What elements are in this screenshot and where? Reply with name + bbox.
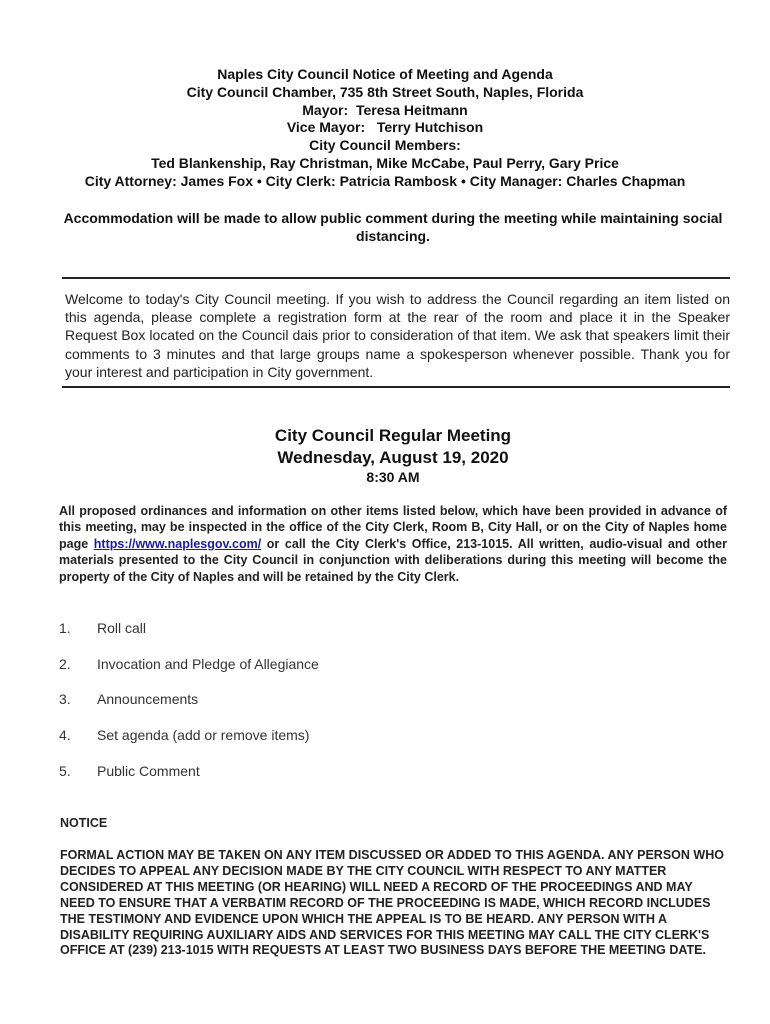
naplesgov-link[interactable]: https://www.naplesgov.com/ [93, 536, 262, 551]
header-location: City Council Chamber, 735 8th Street South, Naples, Florida [186, 83, 584, 100]
header-title: Naples City Council Notice of Meeting and Agenda [217, 66, 553, 82]
proposed-text-start: All proposed ordinances and information on other items listed below, which have been provided in advance of this meeting, may be inspected in the office of the City Clerk, Room B, City Hall, or on the City of Naples home page [59, 504, 727, 551]
agenda-item-number: 2. [59, 656, 71, 672]
agenda-item-label: Roll call [97, 620, 147, 636]
agenda-item [59, 690, 659, 708]
agenda-item-number: 3. [59, 691, 71, 707]
bottom-divider [62, 386, 730, 388]
agenda-item-number: 5. [59, 763, 71, 779]
welcome-paragraph: Welcome to today's City Council meeting. If you wish to address the Council regarding an item listed on this agenda, please complete a registration form at the rear of the room and place it in the Speaker Request Box located on the Council dais prior to consideration of that item. We ask that speakers limit their comments to 3 minutes and that large groups name a spokesperson whenever possible. Thank you for your interest and participation in City government. [65, 291, 730, 380]
meeting-title: City Council Regular Meeting [274, 426, 512, 445]
agenda-item-label: Announcements [97, 691, 199, 707]
agenda-item [59, 619, 659, 637]
top-divider [62, 277, 730, 279]
agenda-header [40, 66, 730, 191]
meeting-heading [40, 425, 746, 469]
agenda-item-label: Invocation and Pledge of Allegiance [97, 656, 319, 672]
meeting-date: Wednesday, August 19, 2020 [277, 448, 509, 467]
agenda-item [59, 655, 659, 673]
header-mayor: Mayor: Teresa Heitmann [302, 101, 468, 118]
agenda-item-number: 1. [59, 620, 71, 636]
agenda-item-label: Public Comment [97, 763, 200, 779]
notice-title: NOTICE [60, 816, 108, 830]
agenda-item [59, 762, 659, 780]
agenda-item [59, 726, 659, 744]
notice-body: FORMAL ACTION MAY BE TAKEN ON ANY ITEM DISCUSSED OR ADDED TO THIS AGENDA. ANY PERSON WHO DECIDES TO APPEAL ANY DECISION MADE BY THE CITY COUNCIL WITH RESPECT TO ANY MATTER CONSIDERED AT THIS MEETING (OR HEARING) WILL NEED A RECORD OF THE PROCEEDINGS AND MAY NEED TO ENSURE THAT A VERBATIM RECORD OF THE PROCEEDING IS MADE, WHICH RECORD INCLUDES THE TESTIMONY AND EVIDENCE UPON WHICH THE APPEAL IS TO BE HEARD. ANY PERSON WITH A DISABILITY REQUIRING AUXILIARY AIDS AND SERVICES FOR THIS MEETING MAY CALL THE CITY CLERK'S OFFICE AT (239) 213-1015 WITH REQUESTS AT LEAST TWO BUSINESS DAYS BEFORE THE MEETING DATE. [60, 848, 724, 958]
proposed-text-end: or call the City Clerk's Office, 213-1015. All written, audio-visual and other materials presented to the City Council in conjunction with deliberations during this meeting will become the property of the City of Naples and will be retained by the City Clerk. [59, 536, 727, 584]
agenda-item-number: 4. [59, 727, 71, 743]
header-vice-mayor: Vice Mayor: Terry Hutchison [286, 119, 484, 136]
agenda-item-label: Set agenda (add or remove items) [97, 727, 310, 743]
proposed-items-paragraph [59, 503, 727, 585]
header-council-members: Ted Blankenship, Ray Christman, Mike McCabe, Paul Perry, Gary Price [151, 154, 619, 171]
meeting-time: 8:30 AM [366, 469, 420, 485]
header-council-label: City Council Members: [309, 137, 461, 154]
header-officials: City Attorney: James Fox • City Clerk: Patricia Rambosk • City Manager: Charles Chapman [84, 172, 686, 189]
accommodation-statement: Accommodation will be made to allow public comment during the meeting while maintaining social distancing. [63, 210, 723, 244]
